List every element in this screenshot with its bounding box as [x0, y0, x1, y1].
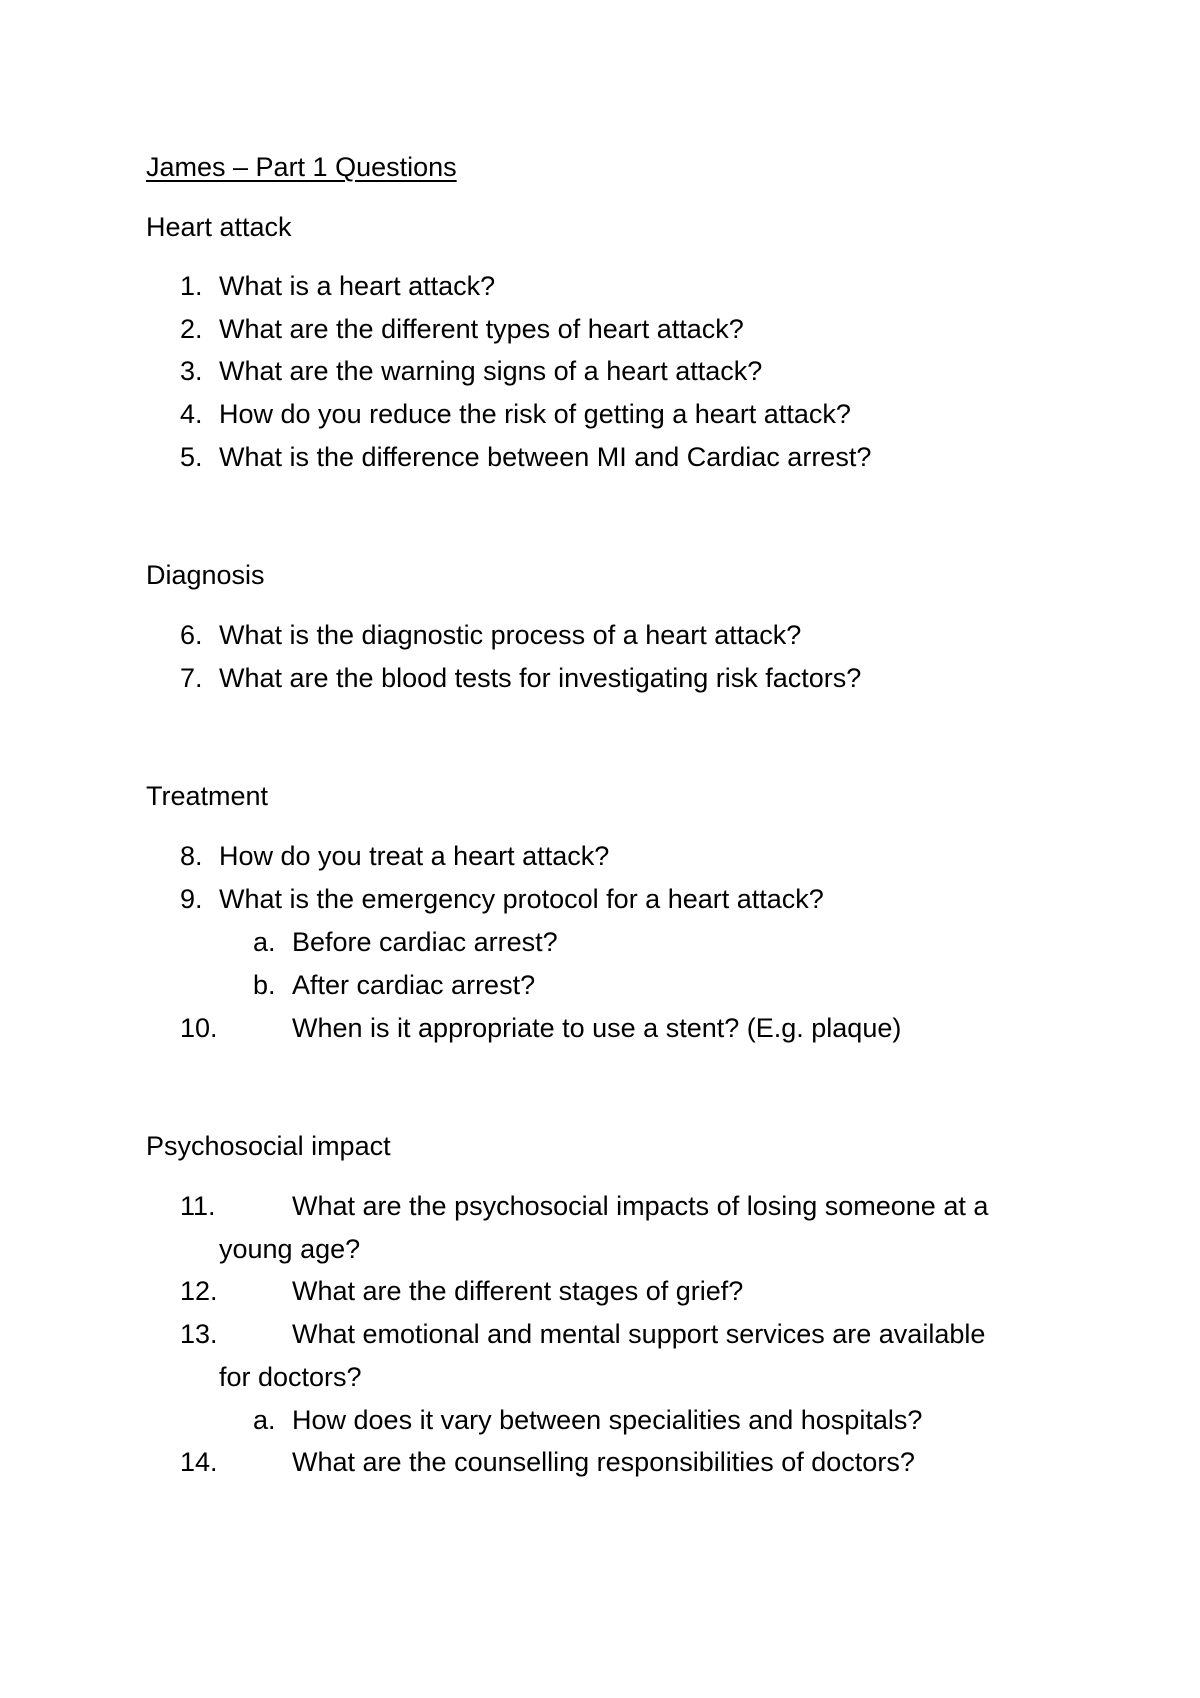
question-text: What is the emergency protocol for a heart attack?	[219, 884, 824, 914]
sub-question-text: Before cardiac arrest?	[292, 927, 558, 957]
question-number: 11.	[180, 1191, 216, 1221]
sub-question-text: How does it vary between specialities and hospitals?	[292, 1405, 923, 1435]
sub-question-letter: a.	[253, 1405, 276, 1435]
section-heading-treatment: Treatment	[146, 781, 269, 811]
question-number: 9.	[180, 884, 203, 914]
question-number: 2.	[180, 314, 203, 344]
question-text: What are the different types of heart attack?	[219, 314, 744, 344]
question-text: What are the blood tests for investigating risk factors?	[219, 663, 862, 693]
question-text: What are the warning signs of a heart attack?	[219, 356, 763, 386]
question-number: 3.	[180, 356, 203, 386]
question-number: 4.	[180, 399, 203, 429]
question-text: How do you reduce the risk of getting a heart attack?	[219, 399, 851, 429]
question-number: 10.	[180, 1013, 218, 1043]
question-number: 6.	[180, 620, 203, 650]
question-text: How do you treat a heart attack?	[219, 841, 610, 871]
question-text-continuation: for doctors?	[219, 1362, 362, 1392]
question-number: 5.	[180, 442, 203, 472]
question-number: 7.	[180, 663, 203, 693]
question-text: What is the diagnostic process of a heart attack?	[219, 620, 802, 650]
question-text: What emotional and mental support services are available	[292, 1319, 986, 1349]
document-title: James – Part 1 Questions	[146, 152, 457, 182]
question-text-continuation: young age?	[219, 1234, 361, 1264]
question-text: What is a heart attack?	[219, 271, 496, 301]
sub-question-letter: b.	[253, 970, 276, 1000]
question-number: 14.	[180, 1447, 218, 1477]
question-number: 12.	[180, 1276, 218, 1306]
section-heading-psychosocial-impact: Psychosocial impact	[146, 1131, 391, 1161]
section-heading-heart-attack: Heart attack	[146, 212, 292, 242]
section-heading-diagnosis: Diagnosis	[146, 560, 265, 590]
question-number: 8.	[180, 841, 203, 871]
question-text: What is the difference between MI and Cardiac arrest?	[219, 442, 872, 472]
question-text: What are the different stages of grief?	[292, 1276, 744, 1306]
sub-question-letter: a.	[253, 927, 276, 957]
sub-question-text: After cardiac arrest?	[292, 970, 536, 1000]
question-text: What are the counselling responsibilities of doctors?	[292, 1447, 915, 1477]
question-number: 1.	[180, 271, 203, 301]
question-text: What are the psychosocial impacts of losing someone at a	[292, 1191, 989, 1221]
question-text: When is it appropriate to use a stent? (E.g. plaque)	[292, 1013, 902, 1043]
question-number: 13.	[180, 1319, 218, 1349]
